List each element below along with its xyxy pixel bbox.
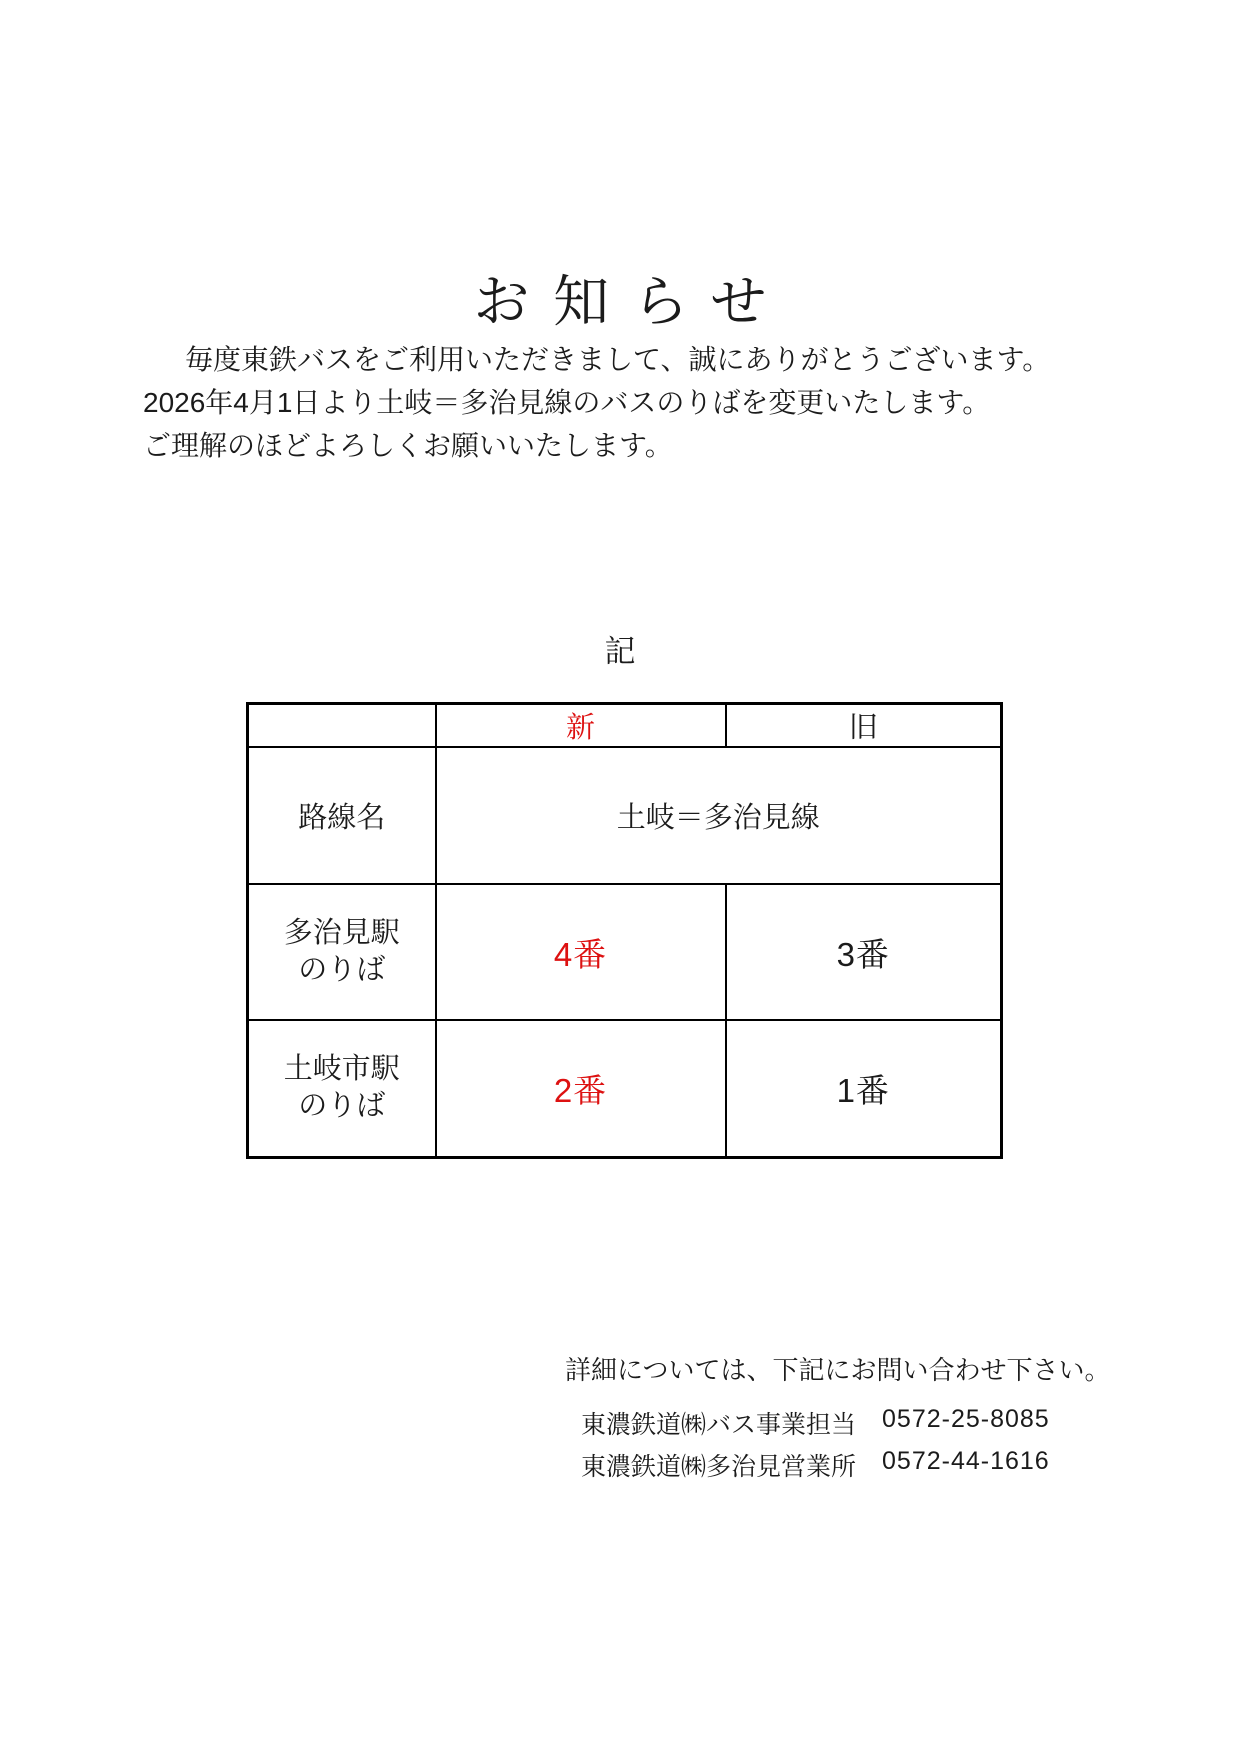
station-name: 土岐市駅 <box>283 1053 400 1086</box>
header-new-cell: 新 <box>436 704 726 748</box>
notice-body <box>143 338 1051 467</box>
station-noriba: のりば <box>298 954 386 986</box>
tokishi-station-label-cell <box>248 1020 436 1157</box>
station-noriba: のりば <box>298 1090 386 1123</box>
route-value-cell: 土岐＝多治見線 <box>436 747 1002 884</box>
header-old-cell: 旧 <box>726 704 1002 748</box>
header-corner-cell <box>248 704 436 748</box>
route-name-row <box>248 747 1002 884</box>
tajimi-old-platform-cell: 3番 <box>726 884 1002 1020</box>
page-title: お知らせ <box>473 270 790 333</box>
tokishi-new-platform-cell: 2番 <box>436 1020 726 1157</box>
tajimi-new-platform-cell: 4番 <box>436 884 726 1020</box>
contact-name: 東濃鉄道㈱多治見営業所 <box>581 1453 857 1481</box>
contact-row-bus-division <box>581 1405 1050 1441</box>
inquiry-note: 詳細については、下記にお問い合わせ下さい。 <box>565 1355 1111 1385</box>
tokishi-station-row <box>248 1020 1002 1157</box>
station-name: 多治見駅 <box>283 917 400 949</box>
body-line-3: ご理解のほどよろしくお願いいたします。 <box>143 430 673 461</box>
contact-name: 東濃鉄道㈱バス事業担当 <box>581 1411 857 1439</box>
tajimi-station-label-cell <box>248 884 436 1020</box>
contact-phone: 0572-44-1616 <box>882 1447 1050 1475</box>
tokishi-old-platform-cell: 1番 <box>726 1020 1002 1157</box>
platform-change-table <box>246 702 1003 1159</box>
body-line-2: 2026年4月1日より土岐＝多治見線のバスのりばを変更いたします。 <box>143 387 991 418</box>
body-line-1: 毎度東鉄バスをご利用いただきまして、誠にありがとうございます。 <box>185 344 1051 375</box>
route-label-cell: 路線名 <box>248 747 436 884</box>
table-header-row <box>248 704 1002 748</box>
record-mark: 記 <box>604 634 636 669</box>
tajimi-station-row <box>248 884 1002 1020</box>
contact-phone: 0572-25-8085 <box>882 1405 1050 1433</box>
contact-row-tajimi-office <box>581 1447 1050 1483</box>
